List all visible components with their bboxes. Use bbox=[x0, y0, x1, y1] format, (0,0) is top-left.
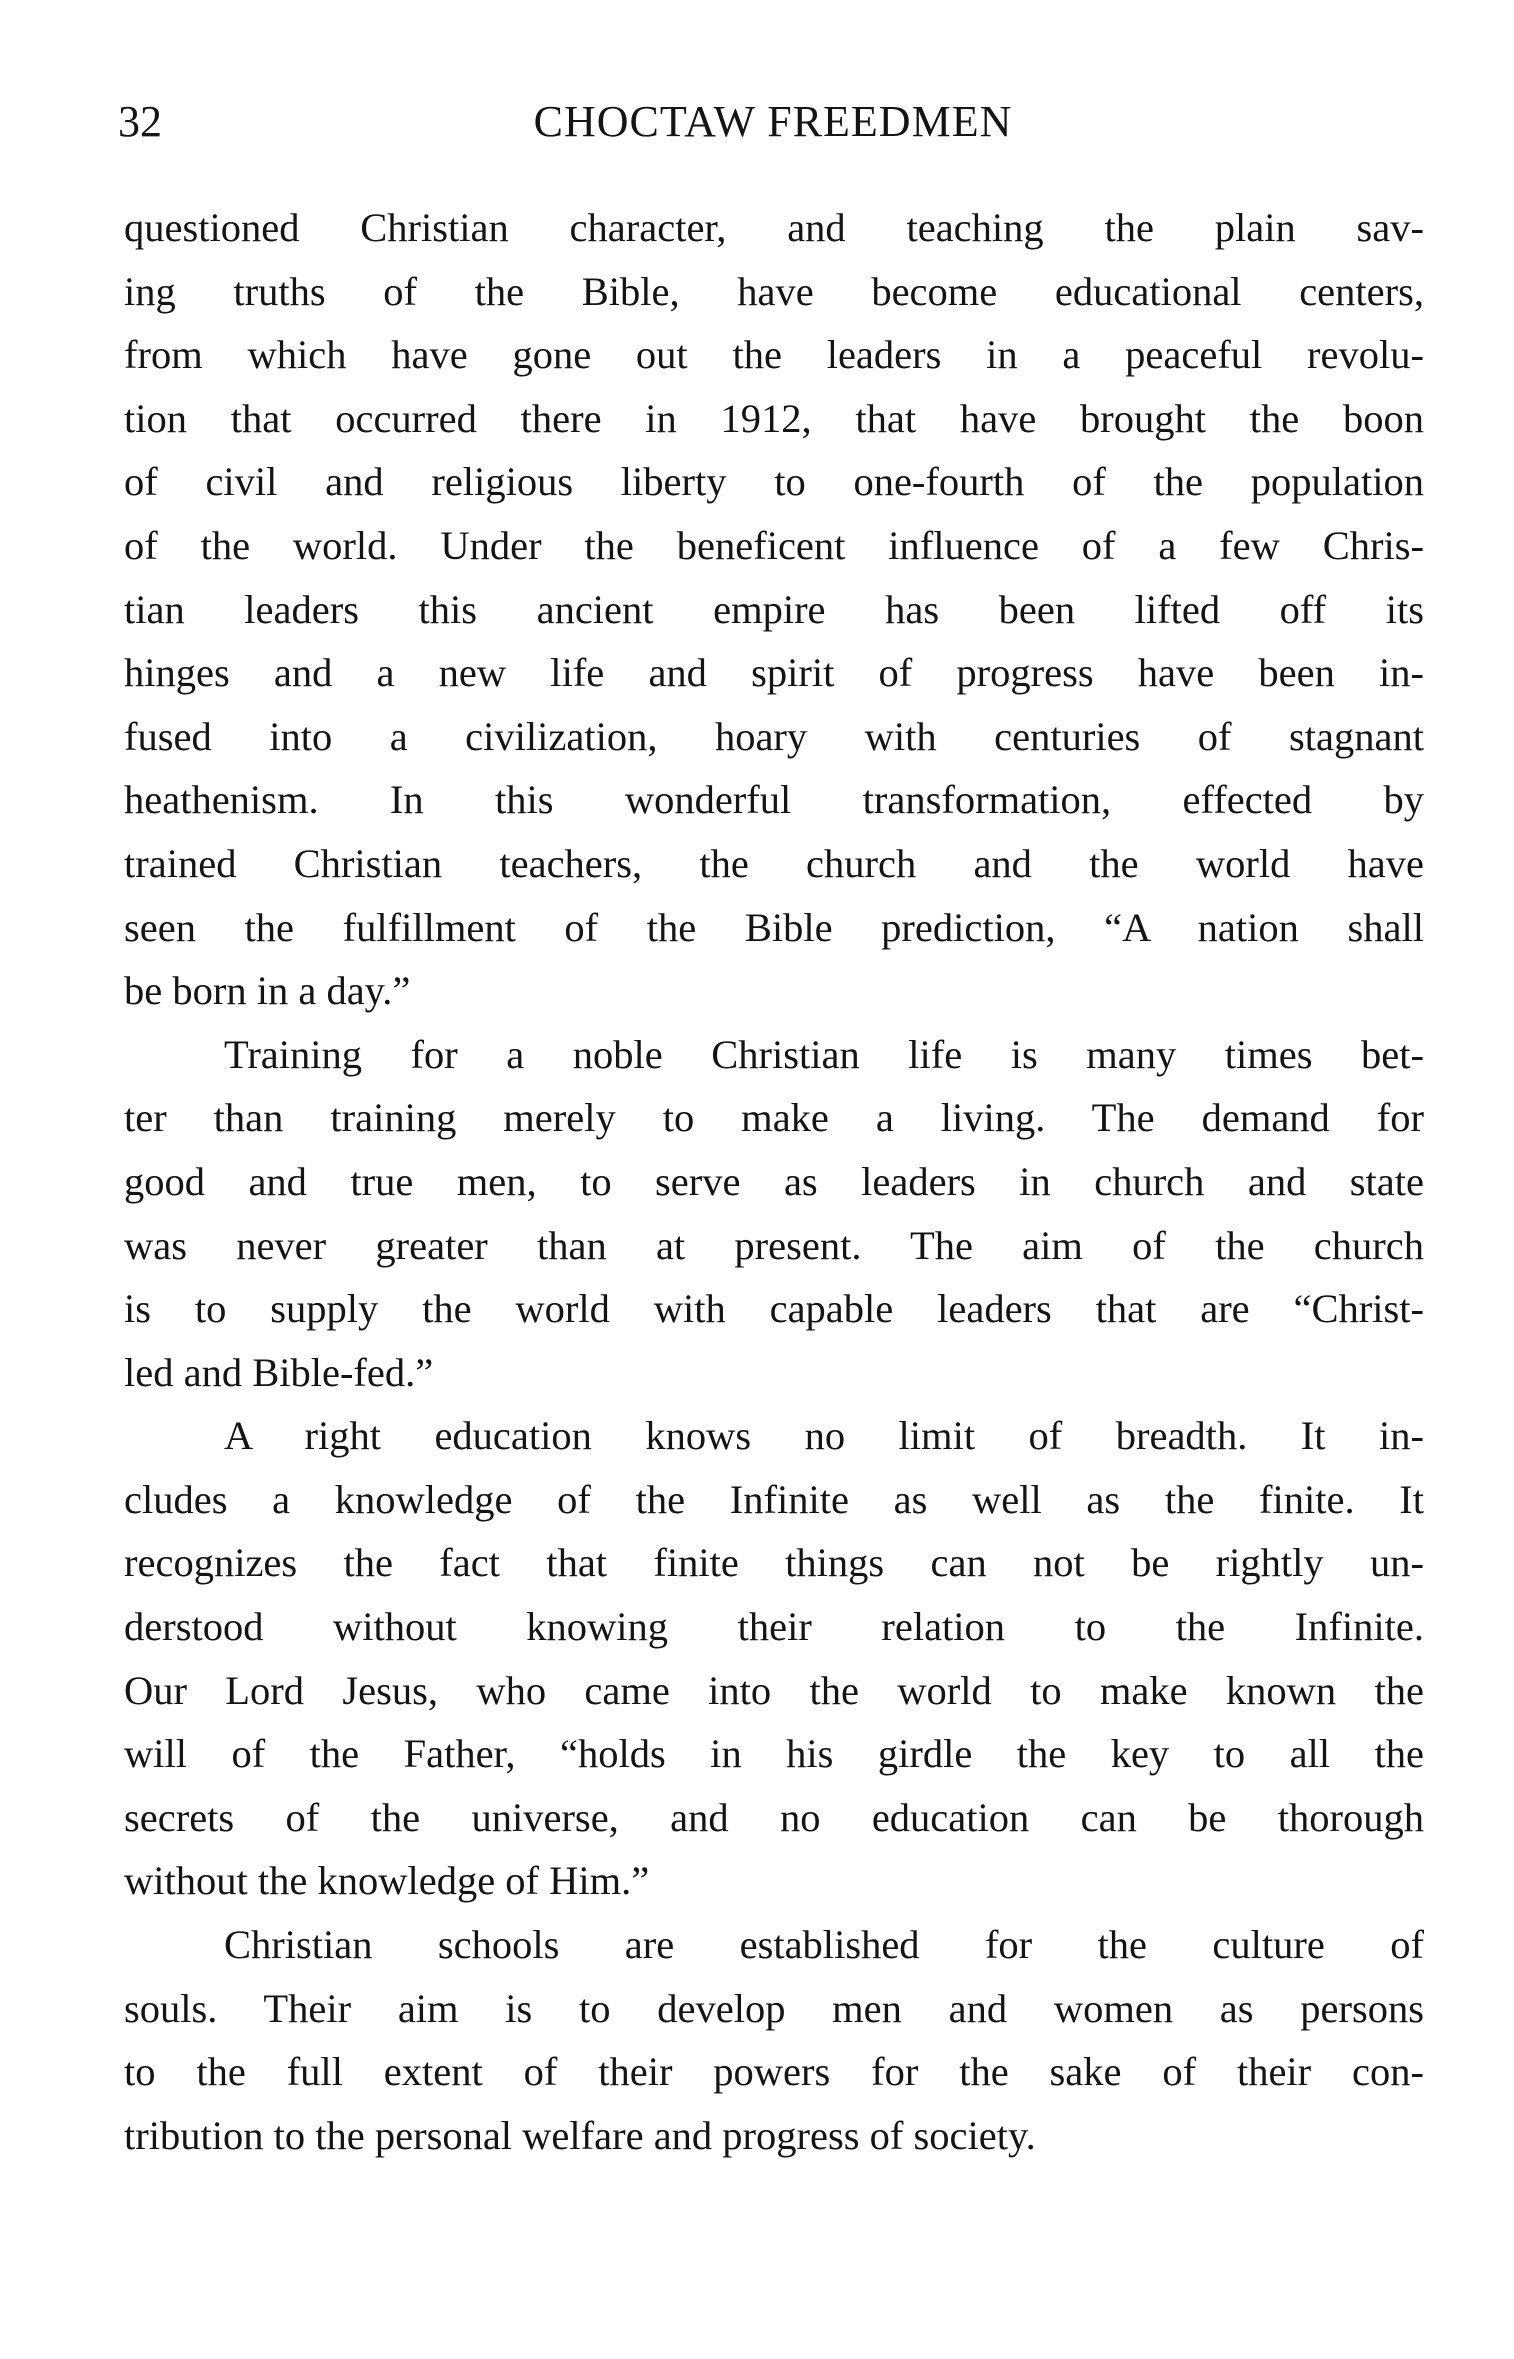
text-line: Our Lord Jesus, who came into the world to make known the bbox=[124, 1667, 1424, 1713]
text-line: good and true men, to serve as leaders in church and state bbox=[124, 1158, 1424, 1204]
paragraph-first-line: Training for a noble Christian life is many times bet- bbox=[224, 1031, 1424, 1077]
body-text bbox=[124, 196, 1424, 2167]
text-line: questioned Christian character, and teaching the plain sav- bbox=[124, 205, 1424, 250]
text-line: of civil and religious liberty to one-fourth of the population bbox=[124, 459, 1424, 505]
text-line: trained Christian teachers, the church and the world have bbox=[124, 840, 1424, 886]
text-line: be born in a day.” bbox=[124, 968, 411, 1014]
text-line: secrets of the universe, and no education can be thorough bbox=[124, 1794, 1424, 1840]
text-line: derstood without knowing their relation to the Infinite. bbox=[124, 1604, 1424, 1650]
text-line: led and Bible-fed.” bbox=[124, 1349, 434, 1395]
text-line: is to supply the world with capable leaders that are “Christ- bbox=[124, 1286, 1424, 1332]
text-line: recognizes the fact that finite things can not be rightly un- bbox=[124, 1540, 1424, 1586]
text-line: tian leaders this ancient empire has been lifted off its bbox=[124, 586, 1424, 632]
text-line: from which have gone out the leaders in a peaceful revolu- bbox=[124, 332, 1424, 378]
text-line: was never greater than at present. The aim of the church bbox=[124, 1222, 1424, 1268]
text-line: tion that occurred there in 1912, that have brought the boon bbox=[124, 395, 1424, 441]
running-title: CHOCTAW FREEDMEN bbox=[533, 97, 1013, 146]
paragraph-first-line: A right education knows no limit of breadth. It in- bbox=[224, 1413, 1424, 1459]
text-line: seen the fulfillment of the Bible prediction, “A nation shall bbox=[124, 904, 1424, 950]
text-line: fused into a civilization, hoary with centuries of stagnant bbox=[124, 713, 1424, 759]
page-number: 32 bbox=[118, 97, 162, 146]
paragraph-first-line: Christian schools are established for the culture of bbox=[224, 1922, 1424, 1968]
running-head bbox=[118, 92, 1428, 152]
text-line: souls. Their aim is to develop men and women as persons bbox=[124, 1985, 1424, 2031]
text-line: will of the Father, “holds in his girdle the key to all the bbox=[124, 1731, 1424, 1777]
text-line: ter than training merely to make a living. The demand for bbox=[124, 1095, 1424, 1141]
text-line: cludes a knowledge of the Infinite as well as the finite. It bbox=[124, 1476, 1424, 1522]
text-line: ing truths of the Bible, have become educational centers, bbox=[124, 268, 1424, 314]
text-line: heathenism. In this wonderful transformation, effected by bbox=[124, 777, 1424, 823]
text-line: of the world. Under the beneficent influence of a few Chris- bbox=[124, 522, 1424, 568]
text-line: to the full extent of their powers for the sake of their con- bbox=[124, 2049, 1424, 2095]
text-line: hinges and a new life and spirit of progress have been in- bbox=[124, 650, 1424, 696]
text-line: without the knowledge of Him.” bbox=[124, 1858, 650, 1904]
text-line: tribution to the personal welfare and progress of society. bbox=[124, 2112, 1036, 2158]
